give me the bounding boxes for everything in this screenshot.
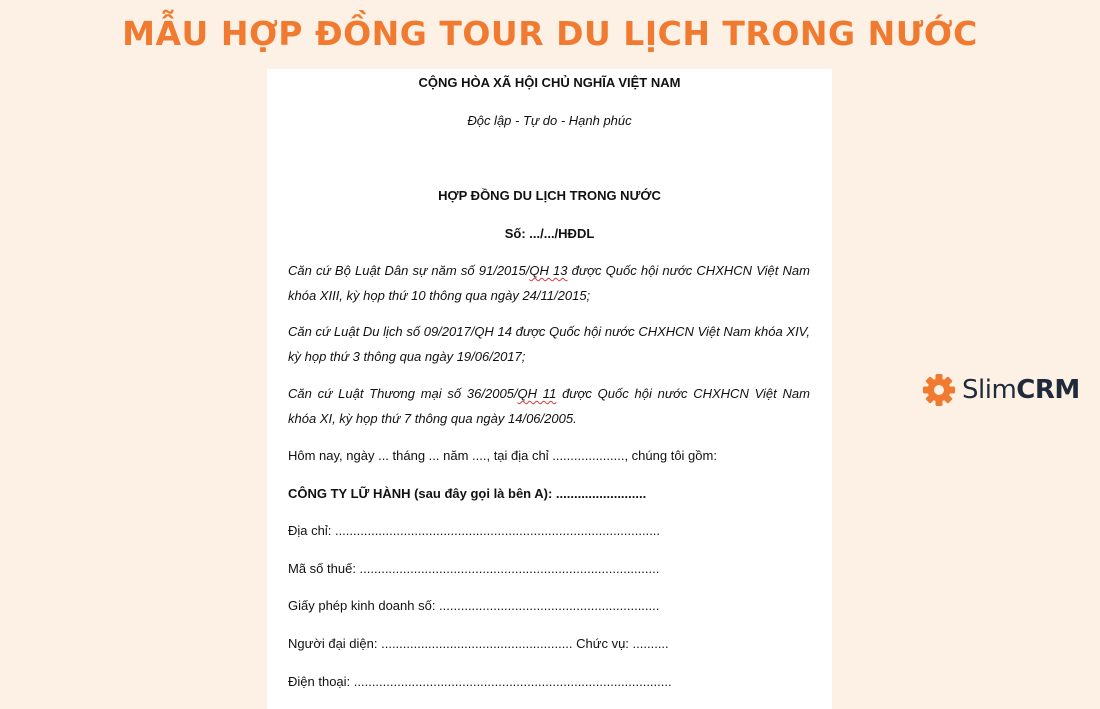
legal-basis-text: được Quốc hội nước CHXHCN Việt Nam khóa XIII, kỳ họp thứ 10 thông qua ngày 24/11/2015;	[288, 263, 810, 303]
logo-text-light: Slim	[962, 375, 1017, 405]
legal-basis-commercial-law	[288, 381, 810, 431]
legal-basis-text: Căn cứ Luật Thương mại số 36/2005/	[288, 386, 518, 401]
business-license-field: Giấy phép kinh doanh số: .............................................................	[288, 598, 660, 613]
address-field: Địa chỉ: ..........................................................................................	[288, 523, 661, 538]
logo-wordmark	[962, 375, 1080, 405]
tax-code-field: Mã số thuế: ...................................................................................	[288, 561, 660, 576]
legal-basis-civil-code	[288, 258, 810, 308]
phone-field: Điện thoại: ........................................................................................	[288, 674, 672, 689]
contract-title: HỢP ĐỒNG DU LỊCH TRONG NƯỚC	[438, 188, 661, 203]
party-a-heading: CÔNG TY LỮ HÀNH (sau đây gọi là bên A): .........................	[288, 486, 647, 501]
legal-basis-text: được Quốc hội nước CHXHCN Việt Nam khóa XI, kỳ họp thứ 7 thông qua ngày 14/06/2005.	[288, 386, 810, 426]
legal-basis-text: Căn cứ Bộ Luật Dân sự năm số 91/2015/	[288, 263, 530, 278]
gear-icon	[922, 373, 956, 407]
date-location-line: Hôm nay, ngày ... tháng ... năm ...., tại địa chỉ ...................., chúng tôi gồm:	[288, 448, 717, 463]
slimcrm-logo	[922, 373, 1080, 407]
national-title: CỘNG HÒA XÃ HỘI CHỦ NGHĨA VIỆT NAM	[418, 75, 681, 90]
banner-title: MẪU HỢP ĐỒNG TOUR DU LỊCH TRONG NƯỚC	[122, 14, 978, 53]
law-code: QH 11	[517, 386, 557, 401]
representative-field: Người đại diện: ..................................................... Chức vụ: ..........	[288, 636, 669, 651]
legal-basis-tourism-law: Căn cứ Luật Du lịch số 09/2017/QH 14 được Quốc hội nước CHXHCN Việt Nam khóa XIV, kỳ họp thứ 3 thông qua ngày 19/06/2017;	[288, 324, 810, 364]
contract-number: Số: .../.../HĐDL	[504, 226, 595, 241]
logo-text-bold: CRM	[1016, 375, 1080, 405]
motto: Độc lập - Tự do - Hạnh phúc	[467, 113, 632, 128]
document-page	[267, 69, 832, 709]
law-code: QH 13	[529, 263, 568, 278]
